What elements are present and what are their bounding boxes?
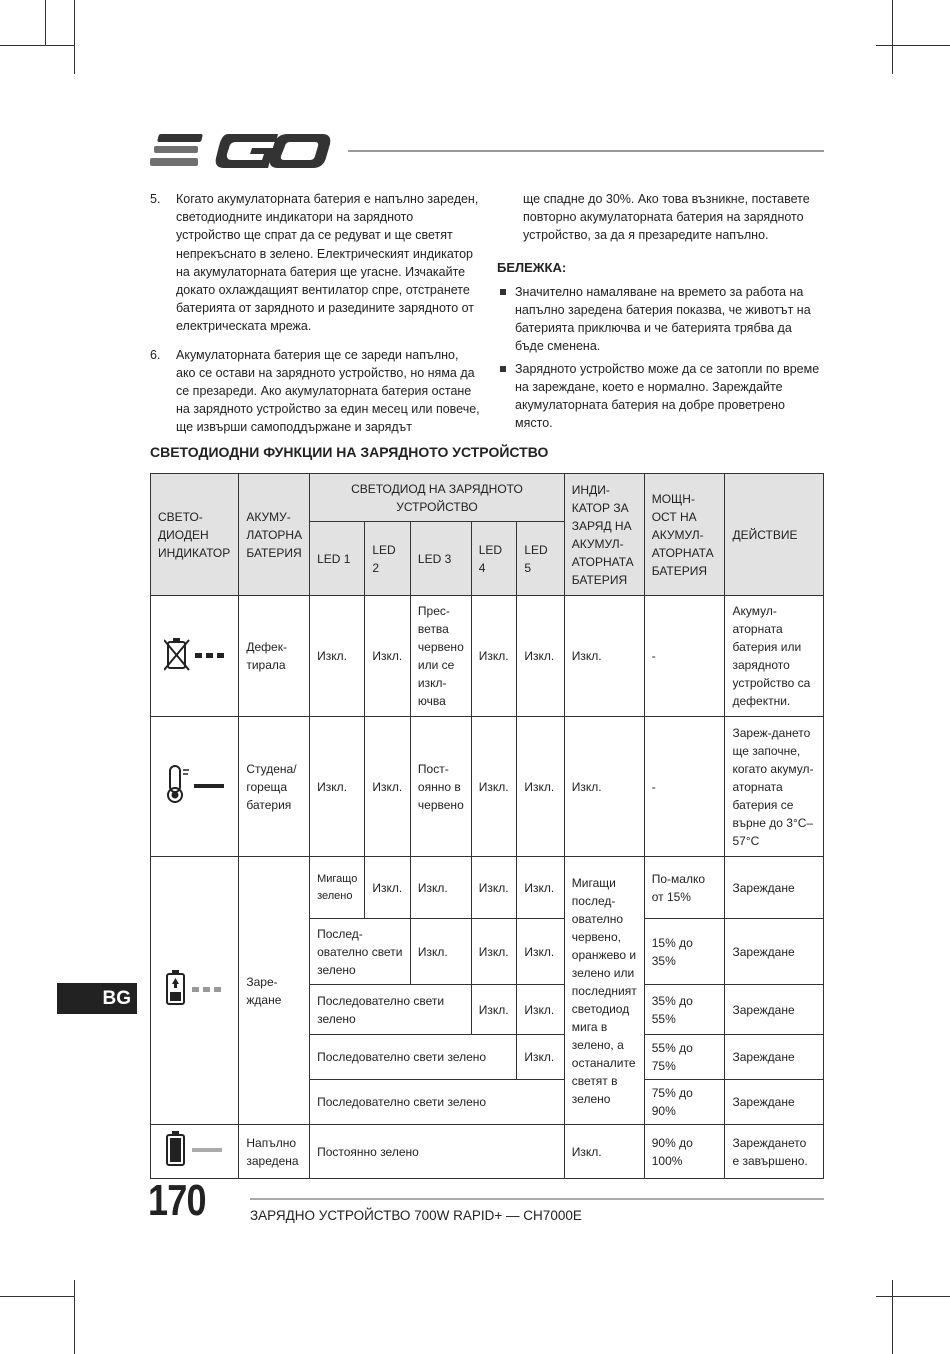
capacity-cell: 90% до 100% — [644, 1125, 725, 1179]
charge-indicator-cell: Мигащи послед-ователно червено, оранжево и зелено или последният светодиод мига в зелено, а останалите светят в зелено — [564, 857, 644, 1125]
charge-indicator-cell: Изкл. — [564, 717, 644, 857]
capacity-cell: - — [644, 717, 725, 857]
right-column — [497, 190, 824, 436]
note-text: Зарядното устройство може да се затопли по време на зареждане, което е нормално. Зареждайте акумулаторната батерия на добре проветрено място. — [515, 361, 820, 431]
led1-3-cell: Последователно свети зелено — [310, 985, 472, 1035]
led5-cell: Изкл. — [517, 857, 564, 919]
capacity-cell: 15% до 35% — [644, 919, 725, 985]
battery-state: Напълно заредена — [239, 1125, 310, 1179]
action-cell: Зареждане — [725, 919, 824, 985]
led1-cell: Изкл. — [310, 717, 365, 857]
action-cell: Зареждане — [725, 985, 824, 1035]
led3-cell: Изкл. — [410, 857, 471, 919]
battery-state: Дефек-тирала — [239, 596, 310, 717]
crop-mark — [892, 1280, 893, 1354]
header-led1: LED 1 — [310, 522, 365, 596]
table-row — [151, 857, 824, 919]
action-cell: Зареждането е завършено. — [725, 1125, 824, 1179]
note-item — [497, 283, 824, 356]
capacity-cell: 55% до 75% — [644, 1035, 725, 1080]
action-cell: Зареждане — [725, 1035, 824, 1080]
footer-rule — [250, 1198, 824, 1200]
list-item — [150, 190, 480, 336]
led3-cell: Прес-ветва червено или се изкл-ючва — [410, 596, 471, 717]
led-all-cell: Последователно свети зелено — [310, 1080, 565, 1125]
capacity-cell: 35% до 55% — [644, 985, 725, 1035]
capacity-cell: - — [644, 596, 725, 717]
action-cell: Акумул-аторната батерия или зарядното устройство са дефектни. — [725, 596, 824, 717]
item-text: Акумулаторната батерия ще се зареди напълно, ако се остави на зарядното устройство, но няма да се презареди. Ако акумулаторната батерия остане на зарядното устройство за един месец или повече, ще извърши самоподдържане и зарядът — [176, 347, 480, 435]
header-led-group: СВЕТОДИОД НА ЗАРЯДНОТО УСТРОЙСТВО — [310, 474, 565, 522]
header-action: ДЕЙСТВИЕ — [725, 474, 824, 596]
header-led5: LED 5 — [517, 522, 564, 596]
led1-2-cell: Послед-ователно свети зелено — [310, 919, 411, 985]
header-led2: LED 2 — [365, 522, 411, 596]
defective-battery-icon — [151, 596, 239, 717]
led5-cell: Изкл. — [517, 1035, 564, 1080]
header-rule — [348, 150, 824, 152]
bullet-icon — [500, 289, 506, 295]
led5-cell: Изкл. — [517, 596, 564, 717]
crop-mark — [876, 1296, 950, 1297]
section-title: СВЕТОДИОДНИ ФУНКЦИИ НА ЗАРЯДНОТО УСТРОЙСТВО — [150, 444, 549, 460]
led-function-table — [150, 473, 824, 1179]
list-item — [150, 346, 480, 437]
battery-state: Заре-ждане — [239, 857, 310, 1125]
header-led4: LED 4 — [471, 522, 517, 596]
item-number: 5. — [150, 192, 161, 206]
footer-text: ЗАРЯДНО УСТРОЙСТВО 700W RAPID+ — CH7000E — [250, 1208, 582, 1223]
note-item — [497, 360, 824, 433]
led3-cell: Изкл. — [410, 919, 471, 985]
thermometer-icon — [151, 717, 239, 857]
battery-state: Студена/ гореща батерия — [239, 717, 310, 857]
note-heading: БЕЛЕЖКА: — [497, 259, 567, 275]
left-column — [150, 190, 480, 447]
led4-cell: Изкл. — [471, 717, 517, 857]
item-text: Когато акумулаторната батерия е напълно зареден, светодиодните индикатори на зарядното устройство ще спрат да се редуват и ще светят непрекъснато в зелено. Електрическият индикатор на акумулаторната батерия ще угасне. Изчакайте докато охлаждащият вентилатор спре, отстранете батерията от зарядното и разедините зарядното от електрическата мрежа. — [176, 192, 479, 334]
action-cell: Зареж-дането ще започне, когато акумул-аторната батерия се върне до 3°C–57°C — [725, 717, 824, 857]
header-charge-indicator: ИНДИ-КАТОР ЗА ЗАРЯД НА АКУМУЛ-АТОРНАТА БАТЕРИЯ — [564, 474, 644, 596]
crop-mark — [892, 0, 893, 74]
led5-cell: Изкл. — [517, 985, 564, 1035]
header-capacity: МОЩН-ОСТ НА АКУМУЛ-АТОРНАТА БАТЕРИЯ — [644, 474, 725, 596]
ego-logo — [150, 130, 332, 172]
crop-mark — [45, 0, 46, 45]
header-battery: АКУМУ-ЛАТОРНА БАТЕРИЯ — [239, 474, 310, 596]
charge-indicator-cell: Изкл. — [564, 596, 644, 717]
bullet-icon — [500, 366, 506, 372]
crop-mark — [0, 45, 74, 46]
table-row — [151, 717, 824, 857]
crop-mark — [876, 45, 950, 46]
led2-cell: Изкл. — [365, 717, 411, 857]
crop-mark — [74, 0, 75, 74]
led1-cell: Изкл. — [310, 596, 365, 717]
led5-cell: Изкл. — [517, 919, 564, 985]
table-row — [151, 1125, 824, 1179]
charging-battery-icon — [151, 857, 239, 1125]
capacity-cell: 75% до 90% — [644, 1080, 725, 1125]
led2-cell: Изкл. — [365, 596, 411, 717]
led2-cell: Изкл. — [365, 857, 411, 919]
crop-mark — [0, 1296, 74, 1297]
header-led3: LED 3 — [410, 522, 471, 596]
led3-cell: Пост-оянно в червено — [410, 717, 471, 857]
note-text: Значително намаляване на времето за работа на напълно заредена батерия показва, че животът на батерията приключва и че батерията трябва да бъде сменена. — [515, 284, 811, 354]
led4-cell: Изкл. — [471, 596, 517, 717]
led4-cell: Изкл. — [471, 919, 517, 985]
table-row — [151, 596, 824, 717]
led-all-cell: Постоянно зелено — [310, 1125, 565, 1179]
crop-mark — [74, 1280, 75, 1354]
action-cell: Зареждане — [725, 857, 824, 919]
led4-cell: Изкл. — [471, 985, 517, 1035]
language-tag: BG — [57, 983, 137, 1014]
capacity-cell: По-малко от 15% — [644, 857, 725, 919]
led1-cell: Мигащо зелено — [310, 857, 365, 919]
item-number: 6. — [150, 347, 161, 362]
led5-cell: Изкл. — [517, 717, 564, 857]
page-number: 170 — [148, 1176, 206, 1225]
header-indicator: СВЕТО-ДИОДЕН ИНДИКАТОР — [151, 474, 239, 596]
continuation-text: ще спадне до 30%. Ако това възникне, поставете повторно акумулаторната батерия на зарядното устройство, за да я презаредите напълно. — [523, 192, 810, 243]
action-cell: Зареждане — [725, 1080, 824, 1125]
full-battery-icon — [151, 1125, 239, 1179]
led4-cell: Изкл. — [471, 857, 517, 919]
led1-4-cell: Последователно свети зелено — [310, 1035, 517, 1080]
charge-indicator-cell: Изкл. — [564, 1125, 644, 1179]
